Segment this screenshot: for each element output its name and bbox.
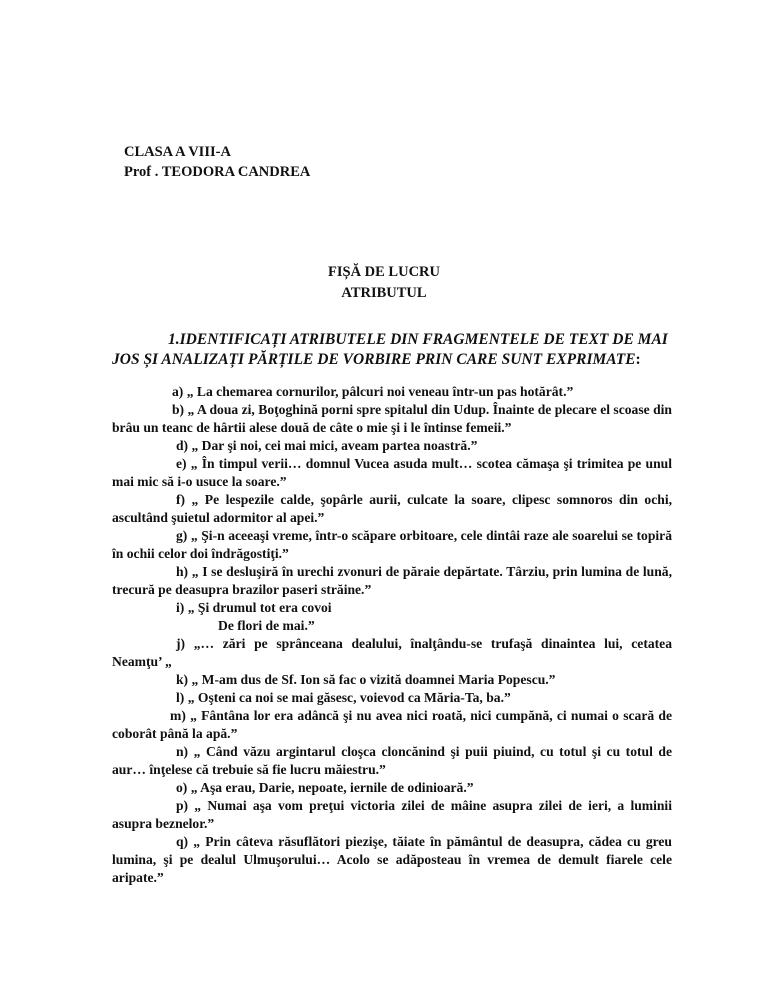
exercise-list	[112, 383, 672, 887]
task-instruction	[112, 330, 672, 370]
exercise-item-l: l) „ Oşteni ca noi se mai găsesc, voievod ca Măria-Ta, ba.”	[176, 690, 511, 705]
exercise-item-i: i) „ Şi drumul tot era covoi	[176, 600, 332, 615]
exercise-item-m: m) „ Fântâna lor era adâncă şi nu avea nici roată, nici cumpănă, ci numai o scară de coborât până la apă.”	[112, 708, 672, 741]
exercise-item-i-continuation: De flori de mai.”	[218, 618, 315, 633]
exercise-item-h: h) „ I se desluşiră în urechi zvonuri de păraie depărtate. Târziu, prin lumina de lună, trecură pe deasupra brazilor paseri străine.”	[112, 564, 672, 597]
exercise-item-f: f) „ Pe lespezile calde, şopârle aurii, culcate la soare, clipesc somnoros din ochi, ascultând şuietul adormitor al apei.”	[112, 492, 672, 525]
exercise-item-k: k) „ M-am dus de Sf. Ion să fac o vizită doamnei Maria Popescu.”	[176, 672, 556, 687]
class-label: CLASA A VIII-A	[124, 144, 231, 160]
teacher-label: Prof . TEODORA CANDREA	[124, 164, 311, 180]
exercise-item-a: a) „ La chemarea cornurilor, pâlcuri noi veneau într-un pas hotărât.”	[172, 384, 574, 399]
exercise-item-b: b) „ A doua zi, Boţoghină porni spre spitalul din Udup. Înainte de plecare el scoase din brâu un teanc de hârtii alese două de câte o mie şi i le întinse femeii.”	[112, 402, 672, 435]
document-header	[124, 142, 310, 182]
exercise-item-j: j) „… zări pe sprânceana dealului, înalţându-se trufaşă dinaintea lui, cetatea Neamţu’ „	[112, 636, 672, 669]
title-line-1: FIȘĂ DE LUCRU	[328, 264, 440, 280]
exercise-item-n: n) „ Când văzu argintarul cloşca cloncănind şi puii piuind, cu totul şi cu totul de aur… înţelese că trebuie să fie lucru măiestru.”	[112, 744, 672, 777]
title-line-2: ATRIBUTUL	[341, 285, 427, 301]
worksheet-title	[0, 262, 768, 304]
exercise-item-o: o) „ Aşa erau, Darie, nepoate, iernile de odinioară.”	[176, 780, 474, 795]
exercise-item-q: q) „ Prin câteva răsuflători piezişe, tăiate în pământul de deasupra, cădea cu greu lumina, şi pe dealul Ulmuşorului… Acolo se adăposteau în vremea de demult fiarele cele aripate.”	[112, 834, 672, 885]
task-colon: :	[635, 351, 641, 368]
task-text: 1.IDENTIFICAȚI ATRIBUTELE DIN FRAGMENTELE DE TEXT DE MAI JOS ȘI ANALIZAȚI PĂRȚILE DE VORBIRE PRIN CARE SUNT EXPRIMATE	[112, 331, 668, 368]
exercise-item-d: d) „ Dar şi noi, cei mai mici, aveam partea noastră.”	[176, 438, 478, 453]
exercise-item-g: g) „ Şi-n aceeaşi vreme, într-o scăpare orbitoare, cele dintâi raze ale soarelui se topiră în ochii celor doi îndrăgostiţi.”	[112, 528, 672, 561]
exercise-item-e: e) „ În timpul verii… domnul Vucea asuda mult… scotea cămaşa şi trimitea pe unul mai mic să i-o usuce la soare.”	[112, 456, 672, 489]
exercise-item-p: p) „ Numai aşa vom preţui victoria zilei de mâine asupra zilei de ieri, a luminii asupra beznelor.”	[112, 798, 672, 831]
